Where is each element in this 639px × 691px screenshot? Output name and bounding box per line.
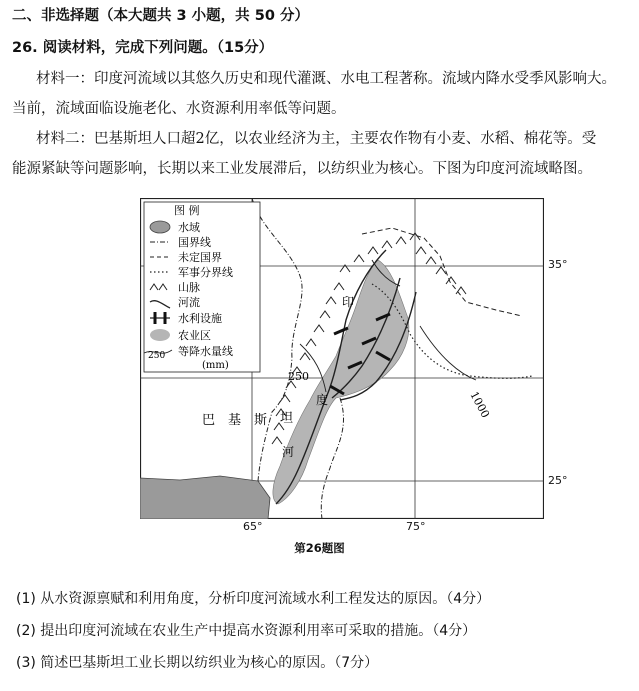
indus-basin-map	[140, 198, 544, 519]
country-char: 斯	[254, 413, 268, 428]
question-3: (3) 简述巴基斯坦工业长期以纺织业为核心的原因。（7分）	[16, 655, 379, 671]
legend-label: 水利设施	[178, 312, 222, 325]
figure-caption: 第26题图	[294, 541, 345, 555]
country-char: 巴	[202, 413, 216, 428]
legend-label: 国界线	[178, 236, 211, 249]
material2-line1: 材料二：巴基斯坦人口超2亿，以农业经济为主，主要农作物有小麦、水稻、棉花等。受	[36, 131, 597, 147]
question-2: (2) 提出印度河流域在农业生产中提高水资源利用率可采取的措施。（4分）	[16, 623, 477, 639]
legend-label: 河流	[178, 296, 200, 309]
country-char: 坦	[280, 411, 294, 426]
legend-label: 山脉	[178, 281, 200, 294]
legend-label: 水域	[178, 221, 200, 234]
section-title: 二、非选择题（本大题共 3 小题，共 50 分）	[12, 8, 309, 24]
material1-line2: 当前，流域面临设施老化、水资源利用率低等问题。	[12, 101, 346, 117]
question-1: (1) 从水资源禀赋和利用角度，分析印度河流域水利工程发达的原因。（4分）	[16, 591, 491, 607]
legend-isohyet-value: 250	[148, 351, 166, 361]
legend-label: 农业区	[178, 329, 211, 342]
lon-65: 65°	[243, 520, 263, 533]
country-char: 基	[228, 413, 242, 428]
label-yin: 印	[342, 295, 355, 309]
legend-label: 未定国界	[178, 251, 222, 264]
material2-line2: 能源紧缺等问题影响，长期以来工业发展滞后，以纺织业为核心。下图为印度河流域略图。	[12, 161, 592, 177]
legend-label: 等降水量线	[178, 345, 233, 358]
label-he: 河	[282, 445, 295, 459]
lon-75: 75°	[406, 520, 426, 533]
lat-35: 35°	[548, 258, 568, 271]
lat-25: 25°	[548, 474, 568, 487]
arabian-sea	[140, 476, 270, 519]
legend-label: 军事分界线	[178, 266, 233, 279]
question-title: 26. 阅读材料，完成下列问题。（15分）	[12, 40, 274, 56]
legend-unit: (mm)	[202, 360, 229, 371]
legend-title: 图 例	[174, 204, 200, 217]
material1-line1: 材料一：印度河流域以其悠久历史和现代灌溉、水电工程著称。流域内降水受季风影响大。	[36, 71, 616, 87]
label-du: 度	[316, 393, 329, 407]
isohyet-250-label: 250	[288, 370, 309, 383]
isohyet-1000-label: 1000	[467, 389, 492, 421]
